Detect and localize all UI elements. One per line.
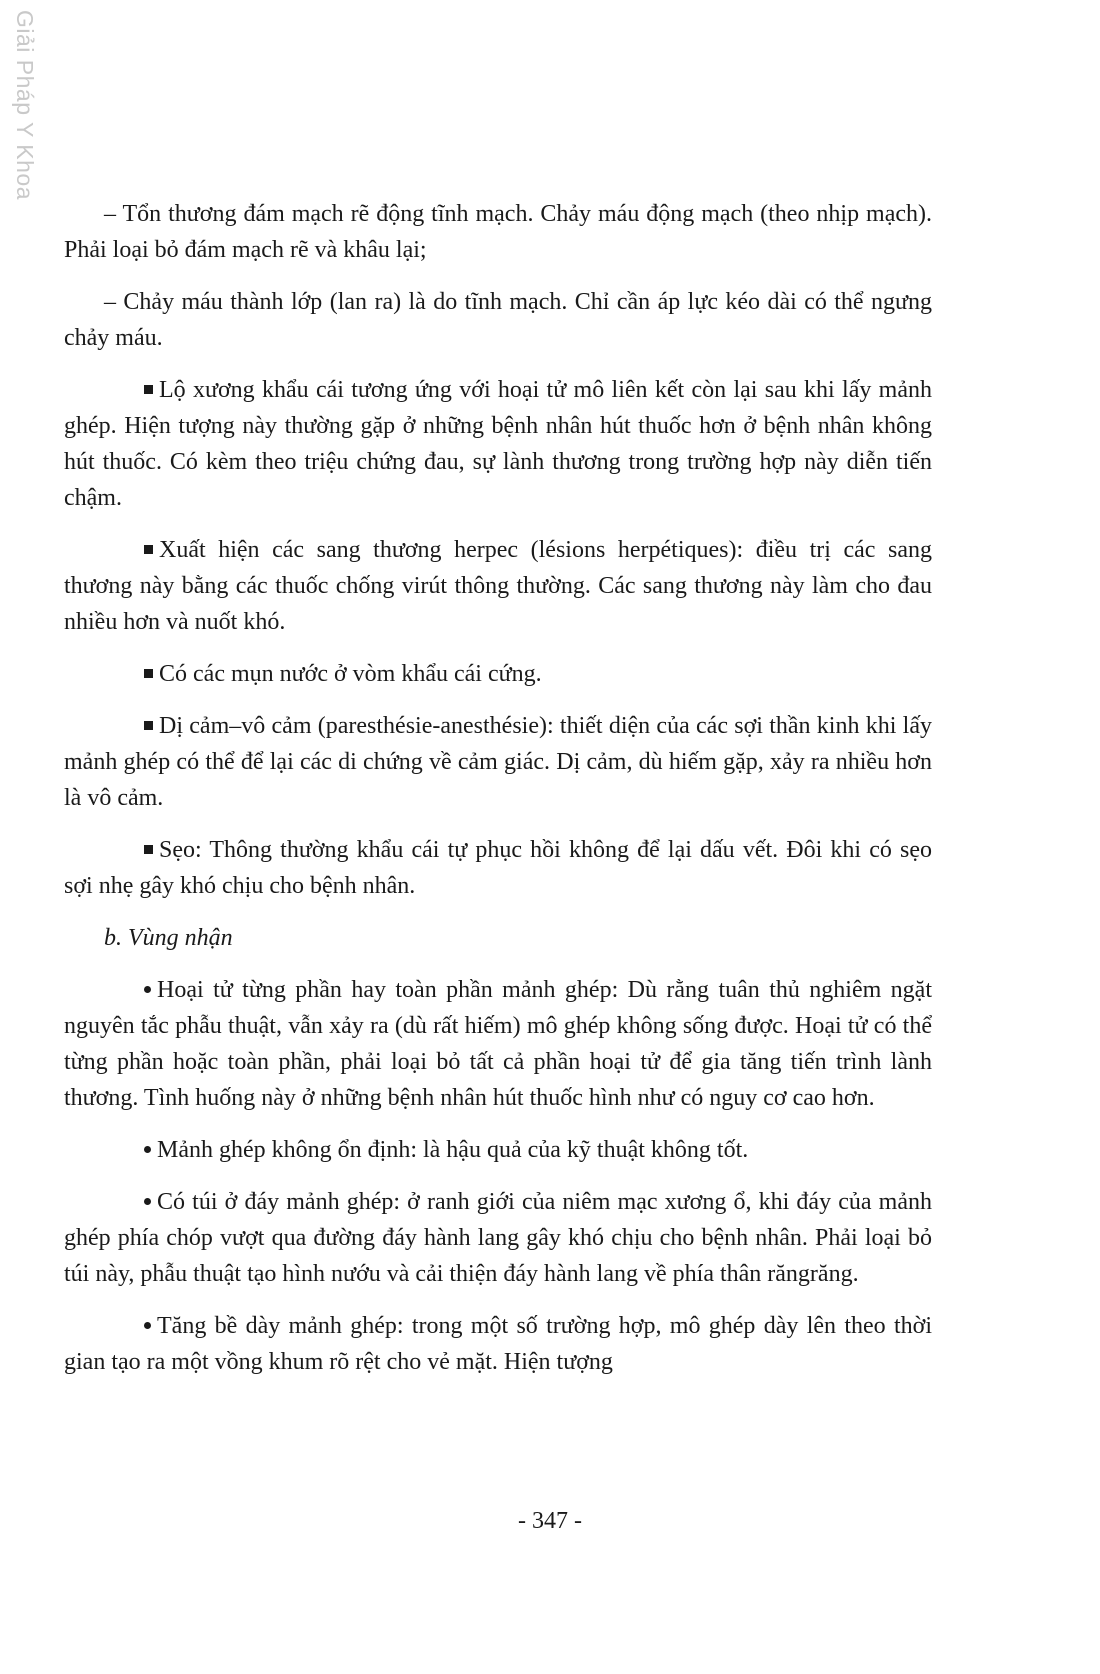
paragraph-6 — [64, 708, 932, 816]
paragraph-4 — [64, 532, 932, 640]
paragraph-11-text: Tăng bề dày mảnh ghép: trong một số trường hợp, mô ghép dày lên theo thời gian tạo ra một vồng khum rõ rệt cho vẻ mặt. Hiện tượng — [64, 1313, 932, 1375]
paragraph-8 — [64, 972, 932, 1116]
section-subheading: b. Vùng nhận — [104, 925, 233, 951]
page-body — [64, 196, 932, 1380]
page-number: - 347 - — [518, 1508, 582, 1534]
paragraph-3-text: Lộ xương khẩu cái tương ứng với hoại tử mô liên kết còn lại sau khi lấy mảnh ghép. Hiện tượng này thường gặp ở những bệnh nhân hút thuốc hơn ở bệnh nhân không hút thuốc. Có kèm theo triệu chứng đau, sự lành thương trong trường hợp này diễn tiến chậm. — [64, 377, 932, 511]
square-bullet-icon — [104, 832, 153, 868]
dot-bullet-icon — [104, 1132, 151, 1168]
paragraph-7-text: Sẹo: Thông thường khẩu cái tự phục hồi không để lại dấu vết. Đôi khi có sẹo sợi nhẹ gây khó chịu cho bệnh nhân. — [64, 837, 932, 899]
square-bullet-icon — [104, 656, 153, 692]
paragraph-1: – Tổn thương đám mạch rẽ động tĩnh mạch. Chảy máu động mạch (theo nhịp mạch). Phải loại bỏ đám mạch rẽ và khâu lại; — [64, 201, 932, 263]
square-bullet-icon — [104, 708, 153, 744]
paragraph-11 — [64, 1308, 932, 1380]
dot-bullet-icon — [104, 1308, 151, 1344]
paragraph-8-text: Hoại tử từng phần hay toàn phần mảnh ghép: Dù rằng tuân thủ nghiêm ngặt nguyên tắc phẫu thuật, vẫn xảy ra (dù rất hiếm) mô ghép không sống được. Hoại tử có thể từng phần hoặc toàn phần, phải loại bỏ tất cả phần hoại tử để gia tăng tiến trình lành thương. Tình huống này ở những bệnh nhân hút thuốc hình như có nguy cơ cao hơn. — [64, 977, 932, 1111]
paragraph-10-text: Có túi ở đáy mảnh ghép: ở ranh giới của niêm mạc xương ổ, khi đáy của mảnh ghép phía chóp vượt qua đường đáy hành lang gây khó chịu cho bệnh nhân. Phải loại bỏ túi này, phẫu thuật tạo hình nướu và cải thiện đáy hành lang về phía thân răngrăng. — [64, 1189, 932, 1287]
square-bullet-icon — [104, 532, 153, 568]
paragraph-3 — [64, 372, 932, 516]
square-bullet-icon — [104, 372, 153, 408]
paragraph-9-text: Mảnh ghép không ổn định: là hậu quả của kỹ thuật không tốt. — [157, 1137, 749, 1163]
watermark: Giải Pháp Y Khoa — [12, 10, 38, 201]
paragraph-5-text: Có các mụn nước ở vòm khẩu cái cứng. — [159, 661, 542, 687]
paragraph-7 — [64, 832, 932, 904]
paragraph-2: – Chảy máu thành lớp (lan ra) là do tĩnh mạch. Chỉ cần áp lực kéo dài có thể ngưng chảy máu. — [64, 289, 932, 351]
dot-bullet-icon — [104, 972, 151, 1008]
paragraph-10 — [64, 1184, 932, 1292]
paragraph-9 — [64, 1132, 932, 1168]
paragraph-6-text: Dị cảm–vô cảm (paresthésie-anesthésie): thiết diện của các sợi thần kinh khi lấy mảnh ghép có thể để lại các di chứng về cảm giác. Dị cảm, dù hiếm gặp, xảy ra nhiều hơn là vô cảm. — [64, 713, 932, 811]
paragraph-5 — [64, 656, 932, 692]
paragraph-4-text: Xuất hiện các sang thương herpec (lésions herpétiques): điều trị các sang thương này bằng các thuốc chống virút thông thường. Các sang thương này làm cho đau nhiều hơn và nuốt khó. — [64, 537, 932, 635]
dot-bullet-icon — [104, 1184, 151, 1220]
